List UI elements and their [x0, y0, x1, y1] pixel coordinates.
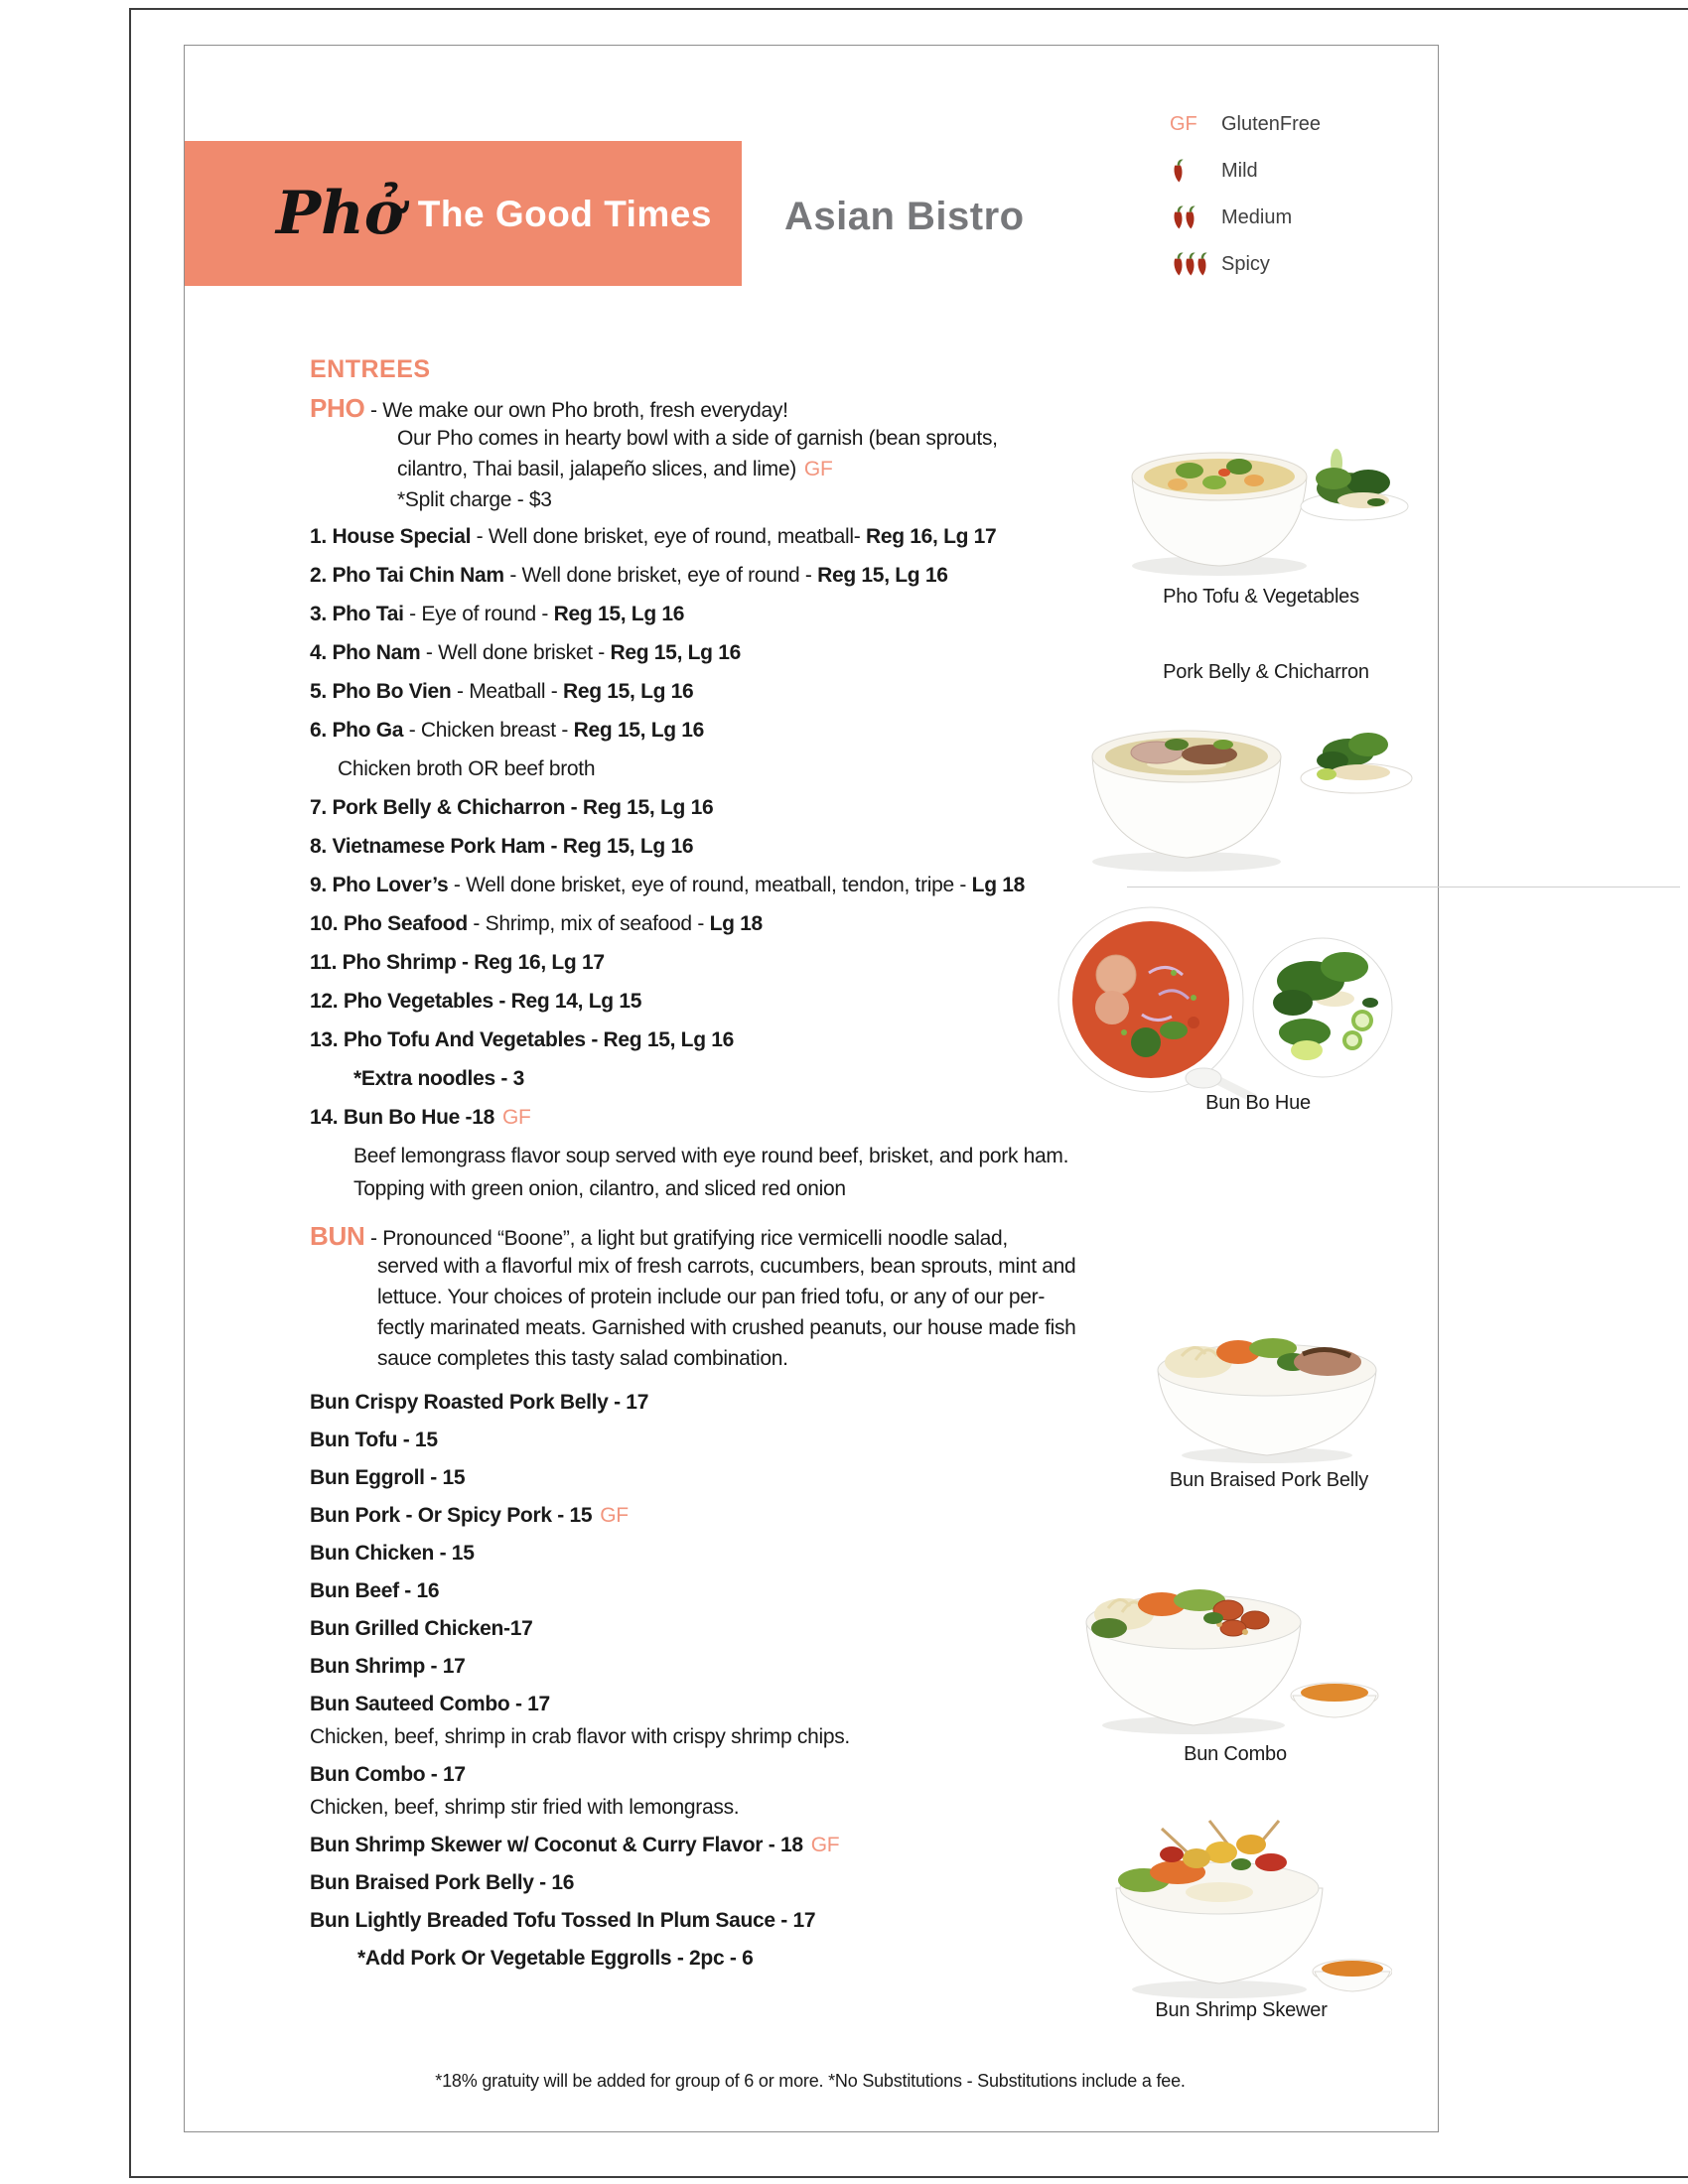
pho-item-11: 11. Pho Shrimp - Reg 16, Lg 17: [310, 951, 605, 974]
bun-item-list: [310, 1390, 850, 1983]
legend-row-spicy: Spicy: [1170, 245, 1448, 283]
bun-item-sauteed-combo-desc: Chicken, beef, shrimp in crab flavor with crispy shrimp chips.: [310, 1725, 850, 1748]
dish-photo-pho-tofu-vegetables: [1120, 415, 1410, 582]
gf-marker: GF: [600, 1504, 629, 1527]
bun-item-crispy-roasted-pork-belly: Bun Crispy Roasted Pork Belly - 17: [310, 1391, 649, 1414]
pho-item-8: 8. Vietnamese Pork Ham - Reg 15, Lg 16: [310, 835, 694, 858]
pho-item-14-desc: Topping with green onion, cilantro, and sliced red onion: [353, 1177, 846, 1200]
pho-item-7: 7. Pork Belly & Chicharron - Reg 15, Lg 16: [310, 796, 714, 819]
pho-item-10: 10. Pho Seafood - Shrimp, mix of seafood - Lg 18: [310, 912, 763, 935]
pho-intro-line: PHO - We make our own Pho broth, fresh everyday!: [310, 393, 788, 423]
bun-item-breaded-tofu: Bun Lightly Breaded Tofu Tossed In Plum Sauce - 17: [310, 1909, 816, 1932]
pho-item-13: 13. Pho Tofu And Vegetables - Reg 15, Lg 16: [310, 1028, 735, 1051]
dish-photo-bun-combo: [1074, 1567, 1384, 1741]
legend-row-mild: Mild: [1170, 152, 1448, 190]
dish-photo-pork-belly-chicharron: [1082, 693, 1418, 878]
bun-intro-line: BUN - Pronounced “Boone”, a light but gratifying rice vermicelli noodle salad,: [310, 1221, 1008, 1251]
bun-intro-line: sauce completes this tasty salad combination.: [377, 1347, 788, 1370]
bun-item-pork: Bun Pork - Or Spicy Pork - 15 GF: [310, 1504, 629, 1527]
pho-item-9: 9. Pho Lover’s - Well done brisket, eye of round, meatball, tendon, tripe - Lg 18: [310, 874, 1026, 896]
pho-item-12: 12. Pho Vegetables - Reg 14, Lg 15: [310, 990, 642, 1013]
dish-caption-bun-combo: Bun Combo: [1184, 1743, 1287, 1765]
pho-intro-line: Our Pho comes in hearty bowl with a side of garnish (bean sprouts,: [397, 427, 998, 450]
gf-abbreviation: GF: [1170, 112, 1197, 135]
gf-marker: GF: [810, 1834, 840, 1856]
bun-item-tofu: Bun Tofu - 15: [310, 1429, 438, 1451]
dish-photo-bun-shrimp-skewer: [1102, 1815, 1392, 2009]
gf-marker: GF: [501, 1106, 531, 1129]
pho-item-4: 4. Pho Nam - Well done brisket - Reg 15, Lg 16: [310, 641, 741, 664]
footer-note: *18% gratuity will be added for group of 6 or more. *No Substitutions - Substitutions include a fee.: [435, 2071, 1186, 2091]
dish-caption-bun-bo-hue: Bun Bo Hue: [1205, 1092, 1311, 1114]
legend-row-glutenfree: GF GlutenFree: [1170, 112, 1322, 135]
bun-section-intro: [310, 1223, 1076, 1377]
brand-banner: [185, 141, 742, 286]
pho-intro-line: *Split charge - $3: [397, 488, 552, 511]
bun-item-combo-desc: Chicken, beef, shrimp stir fried with lemongrass.: [310, 1796, 740, 1819]
pho-item-1: 1. House Special - Well done brisket, eye of round, meatball- Reg 16, Lg 17: [310, 525, 997, 548]
gf-marker: GF: [803, 458, 833, 480]
pho-item-3: 3. Pho Tai - Eye of round - Reg 15, Lg 16: [310, 603, 685, 625]
pho-section-intro: [310, 395, 998, 518]
dish-caption-pork-belly-chicharron: Pork Belly & Chicharron: [1163, 661, 1369, 683]
chili-pepper-icon: [1170, 158, 1187, 185]
dish-photo-bun-braised-pork-belly: [1144, 1318, 1390, 1465]
bun-item-combo: Bun Combo - 17: [310, 1763, 466, 1786]
pho-item-list: [310, 524, 1068, 1209]
section-title-entrees: ENTREES: [310, 355, 431, 383]
pho-item-5: 5. Pho Bo Vien - Meatball - Reg 15, Lg 16: [310, 680, 694, 703]
dish-photo-bun-bo-hue: [1055, 903, 1404, 1102]
pho-section-label: PHO: [310, 393, 365, 423]
bun-item-braised-pork-belly: Bun Braised Pork Belly - 16: [310, 1871, 575, 1894]
dietary-legend: [1170, 105, 1448, 292]
brand-logo-script: Phở: [276, 179, 404, 248]
pho-item-6: 6. Pho Ga - Chicken breast - Reg 15, Lg 16: [310, 719, 705, 742]
bun-section-label: BUN: [310, 1221, 365, 1251]
restaurant-type-label: Asian Bistro: [784, 195, 1025, 238]
bun-intro-line: fectly marinated meats. Garnished with crushed peanuts, our house made fish: [377, 1316, 1076, 1339]
dish-caption-pho-tofu-vegetables: Pho Tofu & Vegetables: [1163, 586, 1359, 608]
pho-item-6-note: Chicken broth OR beef broth: [338, 757, 596, 780]
chili-pepper-icon: [1182, 205, 1198, 231]
bun-item-shrimp: Bun Shrimp - 17: [310, 1655, 466, 1678]
legend-row-medium: Medium: [1170, 199, 1448, 236]
bun-add-eggrolls-note: *Add Pork Or Vegetable Eggrolls - 2pc - 6: [357, 1947, 754, 1970]
pho-item-14-desc: Beef lemongrass flavor soup served with eye round beef, brisket, and pork ham.: [353, 1145, 1069, 1167]
dish-caption-bun-shrimp-skewer: Bun Shrimp Skewer: [1155, 1999, 1328, 2021]
pho-item-14: 14. Bun Bo Hue -18 GF: [310, 1106, 531, 1129]
bun-item-eggroll: Bun Eggroll - 15: [310, 1466, 466, 1489]
bun-item-beef: Bun Beef - 16: [310, 1579, 440, 1602]
bun-item-sauteed-combo: Bun Sauteed Combo - 17: [310, 1693, 550, 1715]
bun-item-grilled-chicken: Bun Grilled Chicken-17: [310, 1617, 533, 1640]
dish-caption-bun-braised-pork-belly: Bun Braised Pork Belly: [1169, 1469, 1369, 1491]
pho-extra-noodles-note: *Extra noodles - 3: [353, 1067, 524, 1090]
pho-intro-line: cilantro, Thai basil, jalapeño slices, and lime) GF: [397, 458, 833, 480]
bun-intro-line: served with a flavorful mix of fresh carrots, cucumbers, bean sprouts, mint and: [377, 1255, 1076, 1278]
brand-logo-text: The Good Times: [417, 193, 712, 234]
chili-pepper-icon: [1194, 251, 1210, 278]
bun-item-shrimp-skewer: Bun Shrimp Skewer w/ Coconut & Curry Flavor - 18 GF: [310, 1834, 840, 1856]
bun-intro-line: lettuce. Your choices of protein include our pan fried tofu, or any of our per-: [377, 1286, 1046, 1308]
pho-item-2: 2. Pho Tai Chin Nam - Well done brisket, eye of round - Reg 15, Lg 16: [310, 564, 948, 587]
bun-item-chicken: Bun Chicken - 15: [310, 1542, 475, 1565]
